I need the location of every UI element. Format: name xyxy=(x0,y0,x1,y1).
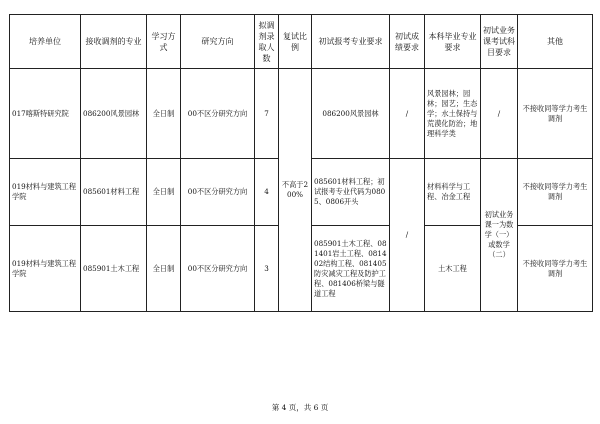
row-unit: 019材料与建筑工程学院 xyxy=(10,159,81,226)
row-other: 不接收同等学力考生调剂 xyxy=(518,226,593,312)
table-row xyxy=(10,69,593,159)
row-other: 不接收同等学力考生调剂 xyxy=(518,69,593,159)
header-ug-major: 本科毕业专业要求 xyxy=(425,15,481,69)
row-other: 不接收同等学力考生调剂 xyxy=(518,159,593,226)
page-footer: 第 4 页，共 6 页 xyxy=(271,403,329,412)
row-unit: 019材料与建筑工程学院 xyxy=(10,226,81,312)
row-major: 085601材料工程 xyxy=(81,159,147,226)
header-mode: 学习方式 xyxy=(147,15,181,69)
header-quota: 拟调剂录取人数 xyxy=(255,15,279,69)
row-unit: 017喀斯特研究院 xyxy=(10,69,81,159)
score-merged-cell: / xyxy=(390,159,425,312)
header-major: 接收调剂的专业 xyxy=(81,15,147,69)
row-ug-major: 风景园林；园林；园艺；生态学；水土保持与荒漠化防治；地理科学类 xyxy=(425,69,481,159)
row-ug-major: 材料科学与工程、冶金工程 xyxy=(425,159,481,226)
header-subjects: 初试业务课考试科目要求 xyxy=(481,15,518,69)
header-prior-major: 初试报考专业要求 xyxy=(312,15,390,69)
row-mode: 全日制 xyxy=(147,69,181,159)
subjects-merged-cell: 初试业务课一为数学（一）或数学（二） xyxy=(481,159,518,312)
header-row xyxy=(10,15,593,69)
header-other: 其他 xyxy=(518,15,593,69)
retest-ratio-cell: 不高于200% xyxy=(279,69,312,312)
row-subjects: / xyxy=(481,69,518,159)
row-mode: 全日制 xyxy=(147,226,181,312)
row-quota: 7 xyxy=(255,69,279,159)
row-ug-major: 土木工程 xyxy=(425,226,481,312)
row-direction: 00不区分研究方向 xyxy=(181,159,255,226)
row-score: / xyxy=(390,69,425,159)
row-major: 085901土木工程 xyxy=(81,226,147,312)
row-major: 086200风景园林 xyxy=(81,69,147,159)
row-prior-major: 085601材料工程；初试报考专业代码为0805、0806开头 xyxy=(312,159,390,226)
row-direction: 00不区分研究方向 xyxy=(181,69,255,159)
row-quota: 3 xyxy=(255,226,279,312)
header-retest: 复试比例 xyxy=(279,15,312,69)
admission-table xyxy=(9,14,593,312)
row-prior-major: 086200风景园林 xyxy=(312,69,390,159)
row-direction: 00不区分研究方向 xyxy=(181,226,255,312)
header-direction: 研究方向 xyxy=(181,15,255,69)
row-mode: 全日制 xyxy=(147,159,181,226)
header-unit: 培养单位 xyxy=(10,15,81,69)
row-quota: 4 xyxy=(255,159,279,226)
header-score: 初试成绩要求 xyxy=(390,15,425,69)
row-prior-major: 085901土木工程、081401岩土工程、081402结构工程、081405防灾减灾工程及防护工程、081406桥梁与隧道工程 xyxy=(312,226,390,312)
